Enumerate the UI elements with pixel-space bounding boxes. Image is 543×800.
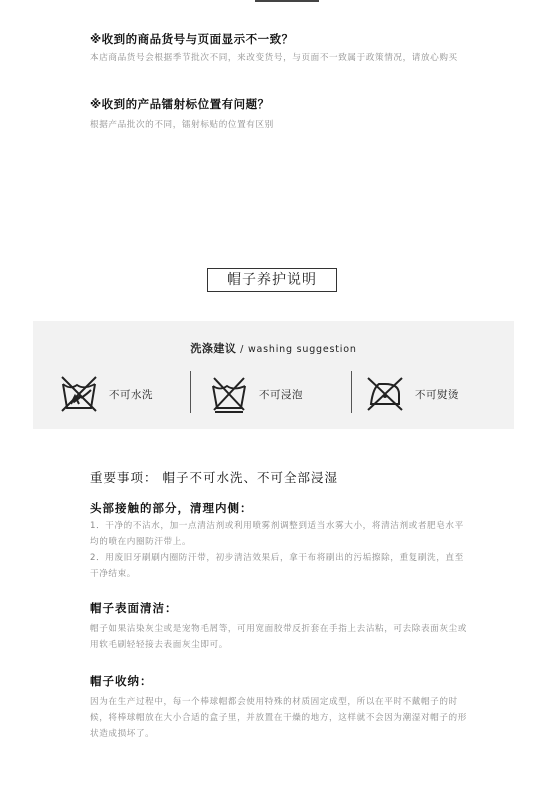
section-heading-surface: 帽子表面清洁： (90, 601, 178, 615)
wash-item-no-wash (59, 372, 153, 416)
wash-label-no-soak: 不可浸泡 (259, 388, 303, 401)
wash-item-no-soak (209, 372, 303, 416)
section-heading-storage: 帽子收纳： (90, 674, 153, 688)
faq-question-2: ※收到的产品镭射标位置有问题？ (90, 97, 270, 111)
section-text-inner-2: 2．用废旧牙刷刷内圈防汗带，初步清洁效果后，拿干布将刷出的污垢擦除，重复刷洗，直至干净结束。 (90, 553, 464, 579)
no-wash-icon (59, 374, 99, 414)
section-text-surface: 帽子如果沾染灰尘或是宠物毛屑等，可用宽面胶带反折套在手指上去沾粘，可去除表面灰尘或用软毛刷轻轻接去表面灰尘即可。 (90, 624, 467, 650)
wash-divider (190, 371, 191, 413)
wash-item-no-iron (365, 372, 459, 416)
wash-label-no-iron: 不可熨烫 (415, 388, 459, 401)
washing-title-cn: 洗涤建议 (190, 342, 237, 355)
washing-title (33, 340, 514, 356)
no-soak-icon (209, 374, 249, 414)
section-heading-inner: 头部接触的部分，清理内侧： (90, 501, 253, 515)
important-notice: 重要事项： 帽子不可水洗、不可全部浸湿 (90, 470, 338, 485)
wash-divider (351, 371, 352, 413)
care-title: 帽子养护说明 (207, 268, 337, 292)
wash-label-no-wash: 不可水洗 (109, 388, 153, 401)
faq-answer-2: 根据产品批次的不同，镭射标贴的位置有区别 (90, 120, 274, 130)
section-text-storage: 因为在生产过程中，每一个棒球帽都会使用特殊的材质固定成型，所以在平时不戴帽子的时候，将棒球帽放在大小合适的盒子里，并放置在干燥的地方，这样就不会因为潮湿对帽子的形状造成损坏了。 (90, 697, 467, 739)
faq-answer-1: 本店商品货号会根据季节批次不同，来改变货号，与页面不一致属于政策情况，请放心购买 (90, 53, 458, 63)
washing-panel (33, 321, 514, 429)
no-iron-icon (365, 374, 405, 414)
top-divider (255, 0, 319, 2)
faq-question-1: ※收到的商品货号与页面显示不一致？ (90, 32, 294, 46)
washing-title-en: / washing suggestion (236, 344, 357, 355)
section-text-inner-1: 1．干净的不沾水，加一点清洁剂或利用喷雾剂调整到适当水雾大小，将清洁剂或者肥皂水平均的喷在内圈防汗带上。 (90, 521, 464, 547)
